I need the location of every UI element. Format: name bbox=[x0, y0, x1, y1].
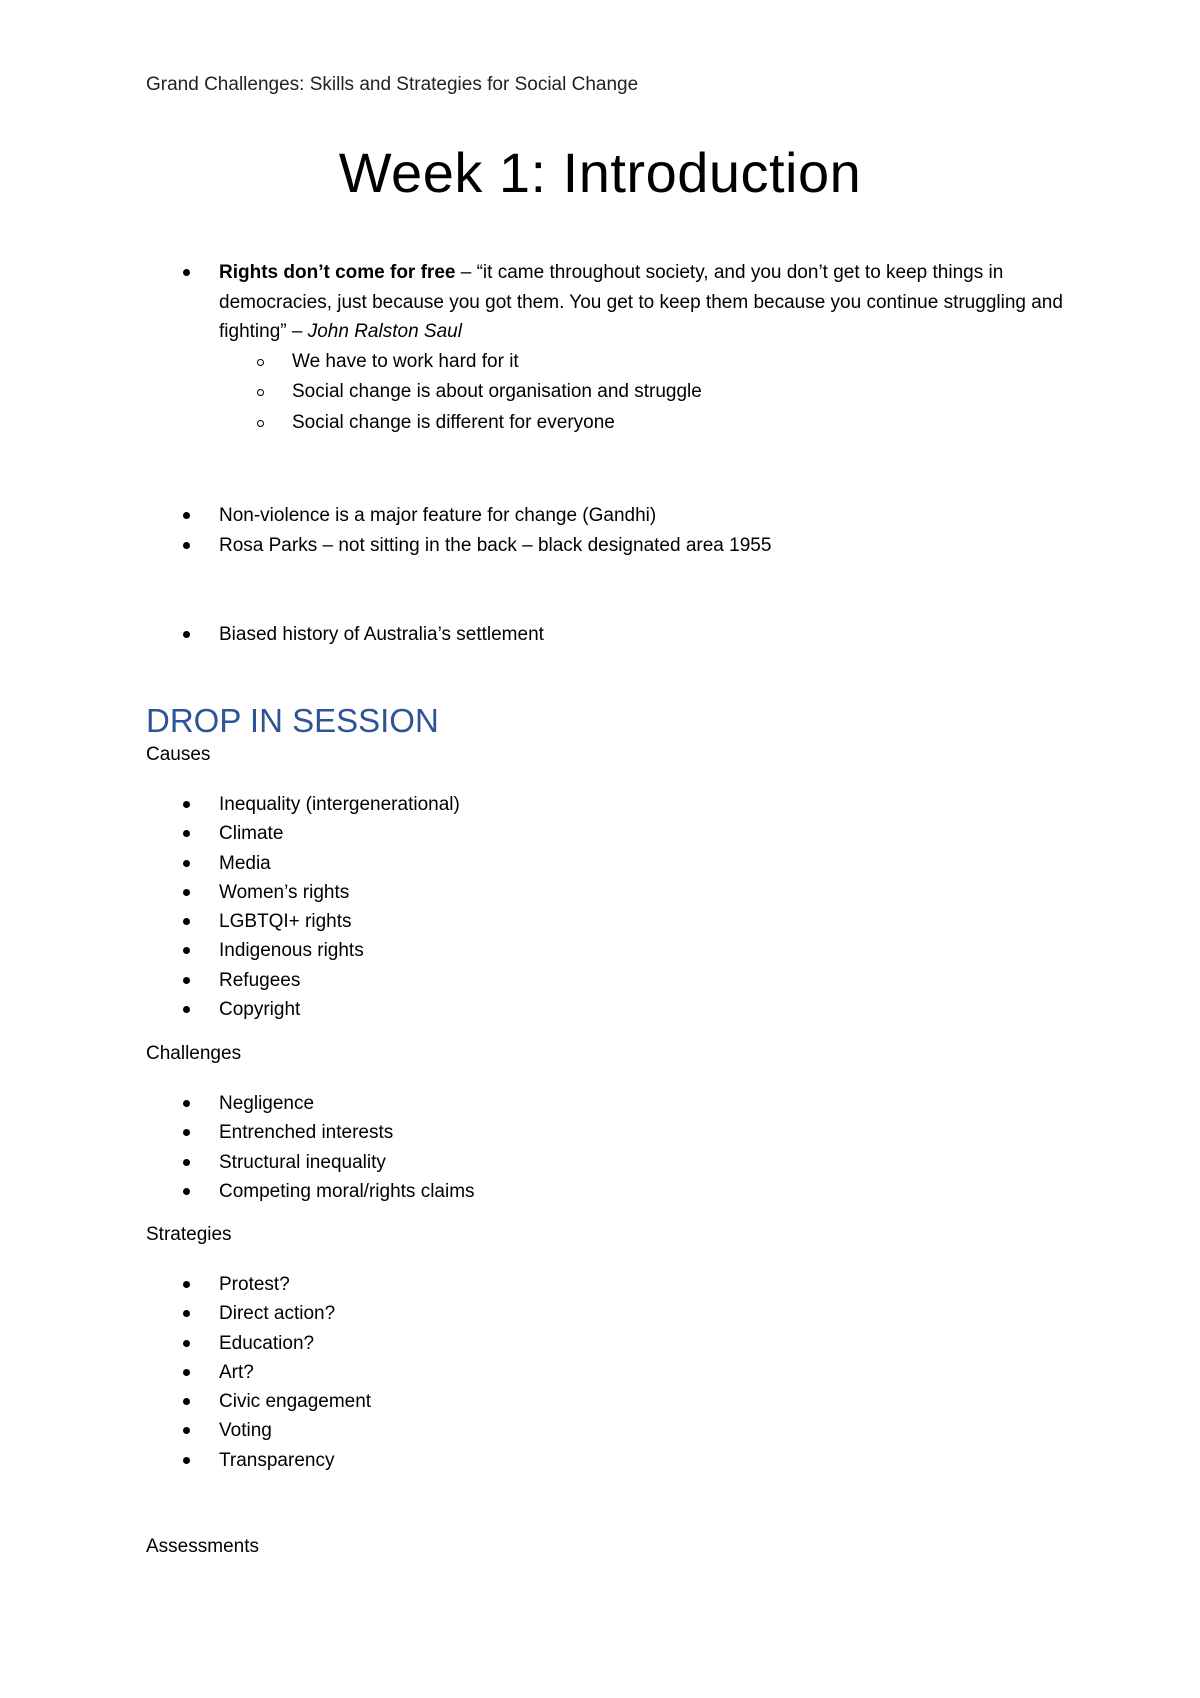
list-item-quote bbox=[146, 258, 1086, 438]
challenge-item: Negligence bbox=[146, 1089, 1086, 1118]
strategy-item: Voting bbox=[146, 1416, 1086, 1445]
sub-list-item: We have to work hard for it bbox=[146, 347, 1086, 378]
list-item: Non-violence is a major feature for change (Gandhi) bbox=[146, 501, 1086, 531]
causes-list bbox=[146, 790, 1086, 1024]
list-item: Biased history of Australia’s settlement bbox=[146, 620, 1086, 650]
course-title: Grand Challenges: Skills and Strategies for Social Change bbox=[146, 74, 639, 95]
sub-list-item: Social change is different for everyone bbox=[146, 408, 1086, 439]
cause-item: Refugees bbox=[146, 966, 1086, 995]
quote-text: – “it came throughout society, and you don’t get to keep things in democracies, just because you got them. You get to keep them because you continue struggling and fighting” – bbox=[219, 262, 1063, 342]
strategy-item: Civic engagement bbox=[146, 1387, 1086, 1416]
challenges-list bbox=[146, 1089, 1086, 1206]
cause-item: Indigenous rights bbox=[146, 936, 1086, 965]
cause-item: Inequality (intergenerational) bbox=[146, 790, 1086, 819]
cause-item: LGBTQI+ rights bbox=[146, 907, 1086, 936]
challenge-item: Entrenched interests bbox=[146, 1118, 1086, 1147]
strategy-item: Protest? bbox=[146, 1270, 1086, 1299]
section-heading-drop-in: DROP IN SESSION bbox=[146, 702, 439, 739]
quote-sub-list bbox=[146, 347, 1086, 439]
cause-item: Media bbox=[146, 849, 1086, 878]
strategy-item: Direct action? bbox=[146, 1299, 1086, 1328]
assessments-label: Assessments bbox=[146, 1536, 259, 1557]
strategies-list bbox=[146, 1270, 1086, 1475]
challenge-item: Competing moral/rights claims bbox=[146, 1177, 1086, 1206]
intro-points-group-2 bbox=[146, 501, 1086, 560]
quote-author: John Ralston Saul bbox=[307, 321, 462, 342]
strategies-label: Strategies bbox=[146, 1224, 232, 1245]
strategy-item: Art? bbox=[146, 1358, 1086, 1387]
quote-bold: Rights don’t come for free bbox=[219, 262, 456, 283]
strategy-item: Education? bbox=[146, 1329, 1086, 1358]
list-item: Rosa Parks – not sitting in the back – black designated area 1955 bbox=[146, 531, 1086, 561]
cause-item: Climate bbox=[146, 819, 1086, 848]
challenges-label: Challenges bbox=[146, 1043, 242, 1064]
intro-points-group-3 bbox=[146, 620, 1086, 650]
cause-item: Copyright bbox=[146, 995, 1086, 1024]
sub-list-item: Social change is about organisation and struggle bbox=[146, 377, 1086, 408]
causes-label: Causes bbox=[146, 744, 211, 765]
intro-block bbox=[146, 258, 1086, 438]
cause-item: Women’s rights bbox=[146, 878, 1086, 907]
challenge-item: Structural inequality bbox=[146, 1148, 1086, 1177]
page-title: Week 1: Introduction bbox=[338, 141, 862, 204]
strategy-item: Transparency bbox=[146, 1446, 1086, 1475]
